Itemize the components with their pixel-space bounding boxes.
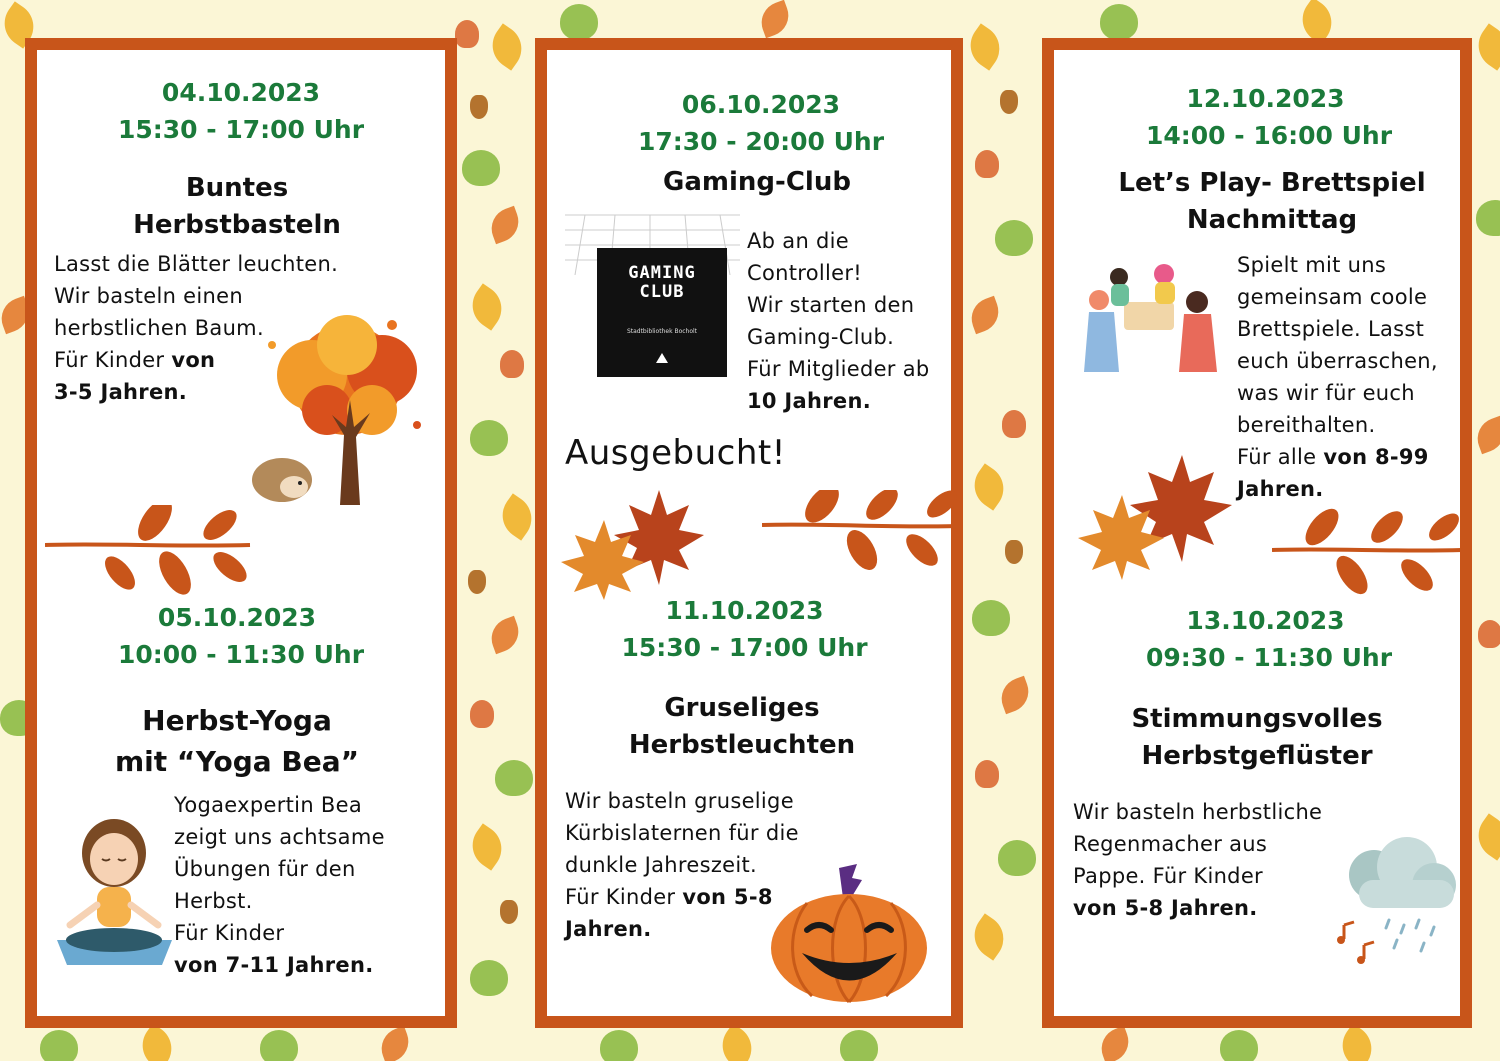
panel-left	[25, 38, 457, 1028]
event-time: 10:00 - 11:30 Uhr	[117, 640, 365, 669]
text-line: Herbst.	[174, 889, 253, 913]
age-range: Jahren.	[565, 917, 652, 941]
text-line: euch überraschen,	[1237, 349, 1438, 373]
title-line: Herbstleuchten	[628, 730, 856, 760]
text-line: Lasst die Blätter leuchten.	[54, 252, 339, 276]
title-line: Buntes	[185, 173, 289, 203]
text-line: Wir basteln einen	[54, 284, 243, 308]
text-line: Wir basteln gruselige	[565, 789, 794, 813]
event-description	[1073, 796, 1322, 924]
panel-middle	[535, 38, 963, 1028]
logo-text: CLUB	[639, 282, 685, 302]
event-date: 11.10.2023	[665, 596, 824, 625]
title-line: mit “Yoga Bea”	[114, 745, 360, 778]
title-line: Herbst-Yoga	[142, 704, 332, 737]
triangle-icon	[656, 353, 668, 363]
rain-cloud-music-icon	[1329, 835, 1464, 975]
event-title	[1054, 701, 1460, 775]
event-title: Gaming-Club	[663, 167, 851, 197]
text-line: Für Kinder	[174, 921, 285, 945]
text-line: herbstlichen Baum.	[54, 316, 264, 340]
age-range: von 5-8 Jahren.	[1073, 896, 1258, 920]
event-time: 14:00 - 16:00 Uhr	[1145, 121, 1393, 150]
text-line: gemeinsam coole	[1237, 285, 1428, 309]
text-line: Ab an die	[747, 229, 850, 253]
event-description	[747, 225, 930, 417]
text-line: was wir für euch	[1237, 381, 1415, 405]
event-date: 05.10.2023	[157, 603, 317, 632]
event-description	[565, 785, 799, 945]
title-line: Herbstbasteln	[133, 210, 341, 240]
text-line: Für Kinder	[54, 348, 172, 372]
age-range: von 5-8	[682, 885, 773, 909]
yoga-girl-illustration	[52, 815, 177, 965]
age-range: Jahren.	[1237, 477, 1324, 501]
text-line: Brettspiele. Lasst	[1237, 317, 1425, 341]
logo-text: GAMING	[628, 263, 696, 283]
event-description	[1237, 249, 1438, 505]
text-line: Controller!	[747, 261, 863, 285]
age-range: von 8-99	[1323, 445, 1429, 469]
text-line: Für Kinder	[565, 885, 683, 909]
event-title	[37, 700, 437, 782]
maple-leaves-illustration	[1072, 450, 1237, 580]
age-range: von	[171, 348, 216, 372]
event-date: 04.10.2023	[161, 78, 321, 107]
title-line: Let’s Play- Brettspiel	[1118, 168, 1426, 198]
text-line: bereithalten.	[1237, 413, 1376, 437]
event-description	[174, 789, 385, 981]
text-line: Für alle	[1237, 445, 1324, 469]
logo-subtitle: Stadtbibliothek Bocholt	[626, 328, 698, 335]
age-range: 10 Jahren.	[747, 389, 871, 413]
text-line: Wir starten den	[747, 293, 915, 317]
event-time: 15:30 - 17:00 Uhr	[117, 115, 365, 144]
text-line: Für Mitglieder ab	[747, 357, 930, 381]
title-line: Stimmungsvolles	[1131, 704, 1383, 734]
title-line: Nachmittag	[1186, 205, 1358, 235]
gaming-club-logo	[597, 248, 727, 377]
branch-divider-icon	[45, 505, 255, 595]
text-line: Spielt mit uns	[1237, 253, 1387, 277]
autumn-tree-hedgehog-illustration	[252, 305, 432, 505]
event-title	[1054, 165, 1490, 239]
booked-out-notice: Ausgebucht!	[565, 433, 786, 473]
text-line: Pappe. Für Kinder	[1073, 864, 1263, 888]
panel-right	[1042, 38, 1472, 1028]
branch-divider-icon	[762, 490, 967, 580]
branch-divider-icon	[1272, 505, 1464, 595]
title-line: Herbstgeflüster	[1141, 741, 1373, 771]
maple-leaves-illustration	[559, 480, 709, 600]
text-line: Gaming-Club.	[747, 325, 895, 349]
event-time: 17:30 - 20:00 Uhr	[637, 127, 885, 156]
pumpkin-icon	[767, 858, 932, 1003]
age-range: von 7-11 Jahren.	[174, 953, 374, 977]
age-range: 3-5 Jahren.	[54, 380, 188, 404]
event-date: 06.10.2023	[681, 90, 841, 119]
event-title	[37, 170, 437, 244]
text-line: Übungen für den	[174, 857, 356, 881]
event-time: 09:30 - 11:30 Uhr	[1145, 643, 1393, 672]
text-line: Kürbislaternen für die	[565, 821, 799, 845]
event-date: 13.10.2023	[1186, 606, 1345, 635]
text-line: Regenmacher aus	[1073, 832, 1268, 856]
text-line: Yogaexpertin Bea	[174, 793, 362, 817]
title-line: Gruseliges	[664, 693, 820, 723]
board-game-kids-illustration	[1079, 262, 1219, 372]
event-time: 15:30 - 17:00 Uhr	[621, 633, 868, 662]
event-title	[547, 690, 937, 764]
text-line: zeigt uns achtsame	[174, 825, 385, 849]
event-date: 12.10.2023	[1186, 84, 1345, 113]
text-line: dunkle Jahreszeit.	[565, 853, 758, 877]
text-line: Wir basteln herbstliche	[1073, 800, 1323, 824]
